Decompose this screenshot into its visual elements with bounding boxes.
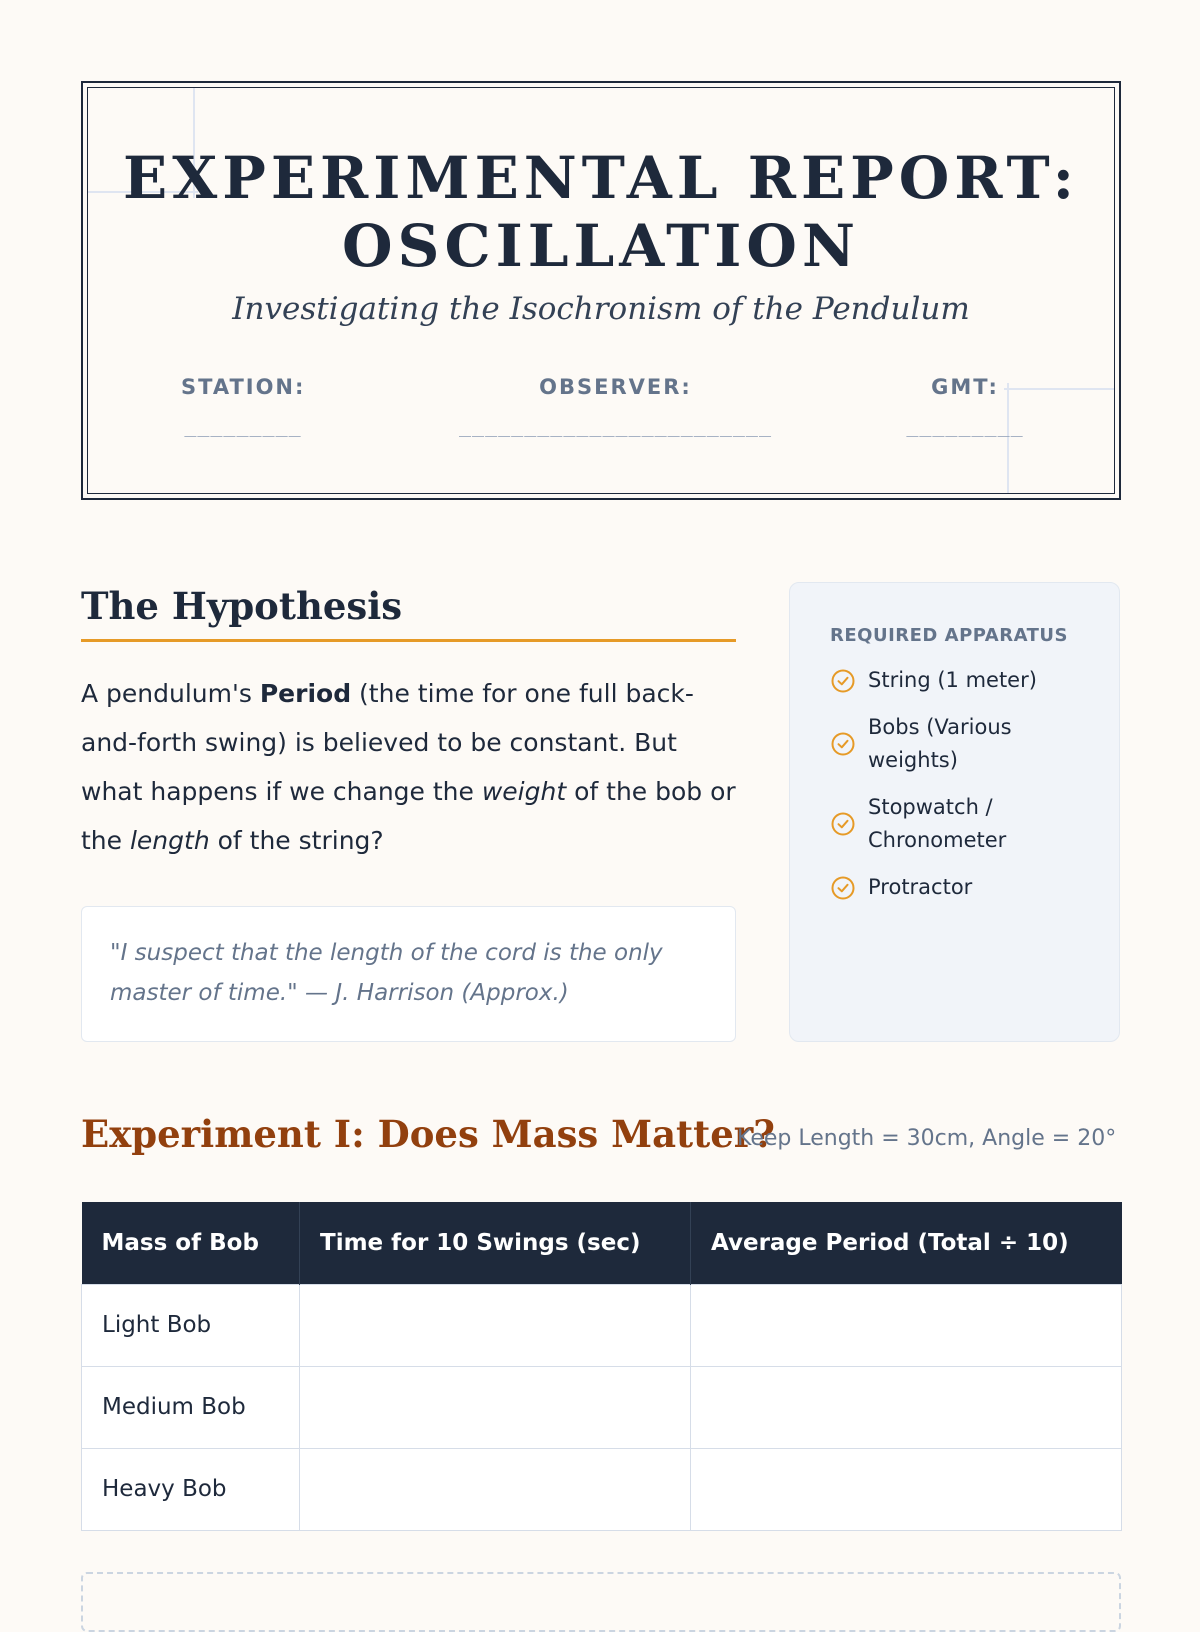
station-blank[interactable]: _________ <box>184 413 302 437</box>
gmt-blank[interactable]: _________ <box>906 413 1024 437</box>
apparatus-item-label: Bobs (Various weights) <box>868 715 1012 772</box>
hypothesis-italic-term: weight <box>481 777 567 806</box>
time-entry-cell[interactable] <box>300 1366 691 1448</box>
time-entry-cell[interactable] <box>300 1284 691 1366</box>
column-header: Time for 10 Swings (sec) <box>300 1202 691 1284</box>
observer-label: OBSERVER: <box>539 375 692 399</box>
table-row <box>82 1284 1122 1366</box>
period-entry-cell[interactable] <box>691 1284 1122 1366</box>
hypothesis-text <box>81 669 741 865</box>
hypothesis-text-part: A pendulum's <box>81 679 260 708</box>
gmt-field[interactable] <box>903 375 1027 437</box>
check-circle-icon <box>830 875 856 901</box>
gmt-label: GMT: <box>931 375 999 399</box>
row-label-cell: Medium Bob <box>82 1366 300 1448</box>
report-subtitle: Investigating the Isochronism of the Pendulum <box>232 291 970 327</box>
data-table <box>81 1202 1122 1531</box>
station-label: STATION: <box>181 375 306 399</box>
hypothesis-italic-term: length <box>129 826 210 855</box>
apparatus-list <box>830 664 1099 904</box>
hypothesis-text-part: of the string? <box>209 826 384 855</box>
hypothesis-text-part: of the bob or the <box>81 777 736 855</box>
report-header <box>81 81 1121 500</box>
experiment-heading: Experiment I: Does Mass Matter? <box>81 1112 775 1156</box>
report-title: EXPERIMENTAL REPORT: OSCILLATION <box>123 144 1079 280</box>
time-entry-cell[interactable] <box>300 1448 691 1530</box>
station-field[interactable] <box>181 375 305 437</box>
hypothesis-heading: The Hypothesis <box>81 583 736 642</box>
apparatus-item <box>830 791 1099 857</box>
hypothesis-bold-term: Period <box>259 679 352 708</box>
row-label-cell: Light Bob <box>82 1284 300 1366</box>
table-row <box>82 1366 1122 1448</box>
check-circle-icon <box>830 731 856 757</box>
row-label-cell: Heavy Bob <box>82 1448 300 1530</box>
apparatus-item <box>830 664 1099 697</box>
apparatus-item-label: Stopwatch / Chronometer <box>868 795 1007 852</box>
apparatus-item <box>830 871 1099 904</box>
report-header-frame <box>87 87 1115 494</box>
notes-box[interactable] <box>81 1572 1121 1632</box>
observer-field[interactable] <box>448 375 783 437</box>
table-header-row <box>82 1202 1122 1284</box>
apparatus-item-label: Protractor <box>868 875 973 899</box>
column-header: Average Period (Total ÷ 10) <box>691 1202 1122 1284</box>
check-circle-icon <box>830 668 856 694</box>
check-circle-icon <box>830 811 856 837</box>
apparatus-item-label: String (1 meter) <box>868 668 1037 692</box>
period-entry-cell[interactable] <box>691 1448 1122 1530</box>
apparatus-panel <box>789 582 1120 1042</box>
quote-box: "I suspect that the length of the cord is the only master of time." — J. Harrison (Approx.) <box>81 906 736 1042</box>
period-entry-cell[interactable] <box>691 1366 1122 1448</box>
table-row <box>82 1448 1122 1530</box>
observer-blank[interactable]: ________________________ <box>459 413 772 437</box>
apparatus-title: REQUIRED APPARATUS <box>830 625 1068 646</box>
hypothesis-text-part: (the time for one full back-and-forth swing) is believed to be constant. But what happens if we change the <box>81 679 694 806</box>
apparatus-item <box>830 711 1099 777</box>
experiment-note: Keep Length = 30cm, Angle = 20° <box>737 1126 1117 1151</box>
column-header: Mass of Bob <box>82 1202 300 1284</box>
